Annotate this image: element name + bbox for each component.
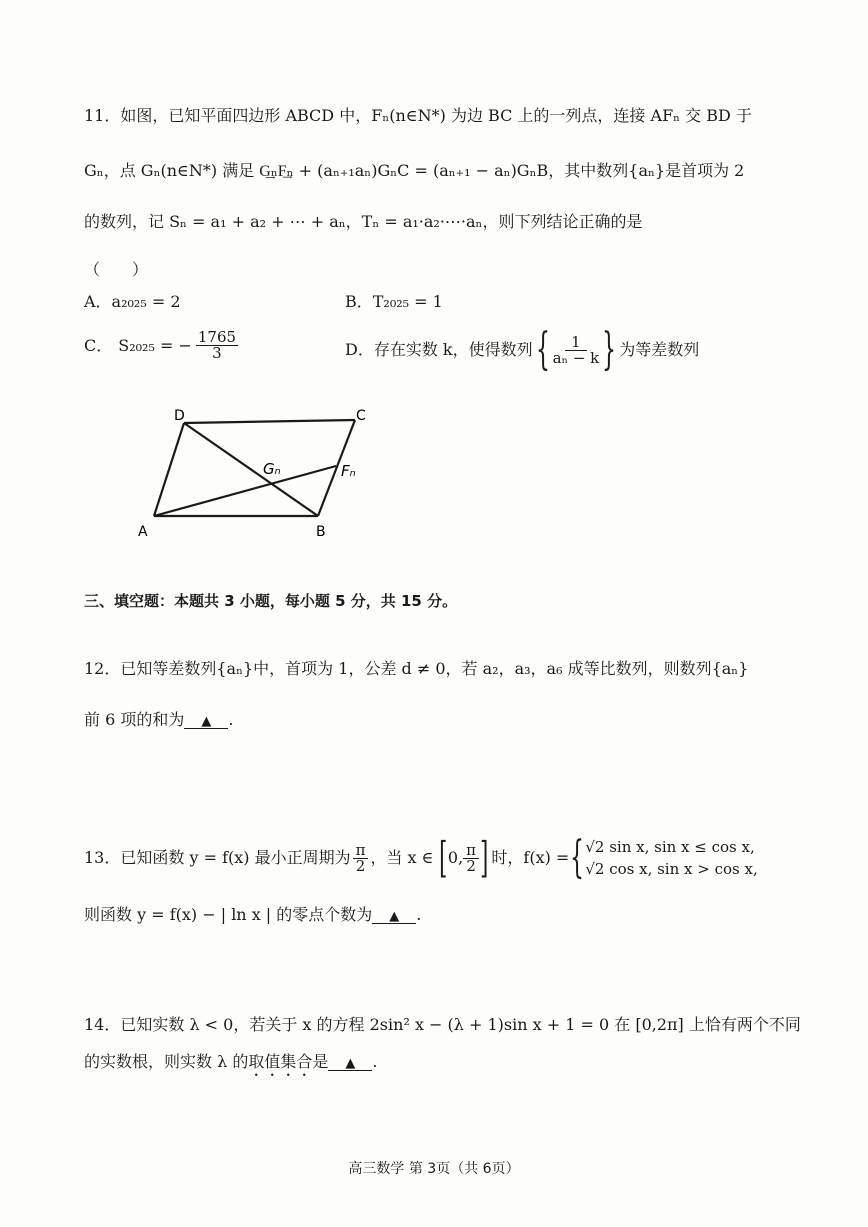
interval-fraction — [463, 840, 479, 875]
case-2: √2 cos x, sin x > cos x, — [585, 860, 758, 878]
q14-line2-pre: 的实数根，则实数 λ 的 — [84, 1052, 249, 1071]
q12-line1: 12．已知等差数列{aₙ}中，首项为 1，公差 d ≠ 0，若 a₂，a₃，a₆ 成等比数列，则数列{aₙ} — [84, 659, 749, 678]
option-c-denominator: 3 — [212, 344, 222, 362]
option-d-denominator: aₙ − k — [552, 348, 600, 367]
right-brace: } — [602, 324, 617, 375]
q11-option-b: B．T₂₀₂₅ = 1 — [345, 292, 443, 311]
label-fn: Fₙ — [341, 462, 356, 480]
q11-option-c — [84, 330, 238, 361]
q14-line1: 14．已知实数 λ < 0，若关于 x 的方程 2sin² x − (λ + 1)sin x + 1 = 0 在 [0,2π] 上恰有两个不同 — [84, 1015, 801, 1034]
q13-interval — [438, 833, 490, 882]
q13-mid: ，当 x ∈ — [370, 848, 434, 867]
label-a: A — [138, 524, 148, 540]
option-d-suffix: 为等差数列 — [619, 340, 700, 359]
label-gn: Gₙ — [263, 460, 281, 478]
q11-line2: Gₙ，点 Gₙ(n∈N*) 满足 G͢ₙF͢ₙ + (aₙ₊₁aₙ)GₙC = (aₙ₊₁ − aₙ)GₙB，其中数列{aₙ}是首项为 2 — [84, 161, 745, 180]
q11-line3: 的数列，记 Sₙ = a₁ + a₂ + ⋯ + aₙ，Tₙ = a₁·a₂·⋯·aₙ，则下列结论正确的是 — [84, 212, 643, 231]
right-bracket: ] — [480, 833, 489, 882]
q13-line2: 则函数 y = f(x) − | ln x | 的零点个数为 ▲ . — [84, 905, 422, 924]
option-c-numerator: 1765 — [197, 328, 237, 346]
q13-post: 时，f(x) = — [491, 848, 570, 867]
answer-blank: ▲ — [372, 910, 416, 924]
q14-line2: 的实数根，则实数 λ 的取值集合是 ▲ . — [84, 1052, 378, 1071]
piecewise-cases — [585, 836, 757, 880]
label-d: D — [174, 408, 185, 424]
q12-line2-text: 前 6 项的和为 — [84, 710, 185, 729]
answer-blank: ▲ — [328, 1057, 372, 1071]
option-c-fraction — [196, 330, 238, 361]
case-1: √2 sin x, sin x ≤ cos x, — [585, 838, 755, 856]
option-c-label: C． — [84, 335, 113, 355]
option-d-numerator: 1 — [565, 335, 587, 351]
option-c-lhs: S₂₀₂₅ = − — [118, 335, 192, 355]
q11-option-a: A．a₂₀₂₅ = 2 — [84, 292, 181, 311]
interval-numerator: π — [463, 843, 479, 859]
interval-denominator: 2 — [466, 856, 476, 875]
answer-blank: ▲ — [184, 715, 228, 729]
q11-paren: （ ） — [84, 260, 149, 279]
label-b: B — [316, 524, 326, 540]
interval-low: 0, — [447, 848, 464, 867]
piecewise-brace: { — [570, 832, 585, 883]
q11-line1: 11．如图，已知平面四边形 ABCD 中，Fₙ(n∈N*) 为边 BC 上的一列点，连接 AFₙ 交 BD 于 — [84, 106, 752, 125]
q14-line2-post: 是 — [312, 1052, 329, 1071]
edge-ad — [154, 423, 184, 516]
quadrilateral-figure — [130, 398, 390, 543]
period-denominator: 2 — [355, 856, 366, 875]
left-brace: { — [535, 324, 550, 375]
section-3-heading: 三、填空题：本题共 3 小题，每小题 5 分，共 15 分。 — [84, 592, 458, 610]
period-numerator: π — [353, 843, 369, 859]
q13-period-fraction — [353, 840, 369, 875]
option-d-fraction — [552, 332, 600, 367]
q13-prefix: 13．已知函数 y = f(x) 最小正周期为 — [84, 848, 351, 867]
q12-line2: 前 6 项的和为 ▲ . — [84, 710, 234, 729]
emphasized-text: 取值集合 — [248, 1052, 313, 1071]
q11-option-d — [345, 324, 700, 375]
option-d-prefix: D．存在实数 k，使得数列 — [345, 340, 533, 359]
page-footer: 高三数学 第 3页（共 6页） — [348, 1161, 520, 1177]
left-bracket: [ — [438, 833, 447, 882]
q13-line2-text: 则函数 y = f(x) − | ln x | 的零点个数为 — [84, 905, 373, 924]
edge-dc — [184, 420, 355, 423]
q13-line1 — [84, 832, 758, 883]
label-c: C — [356, 408, 366, 424]
